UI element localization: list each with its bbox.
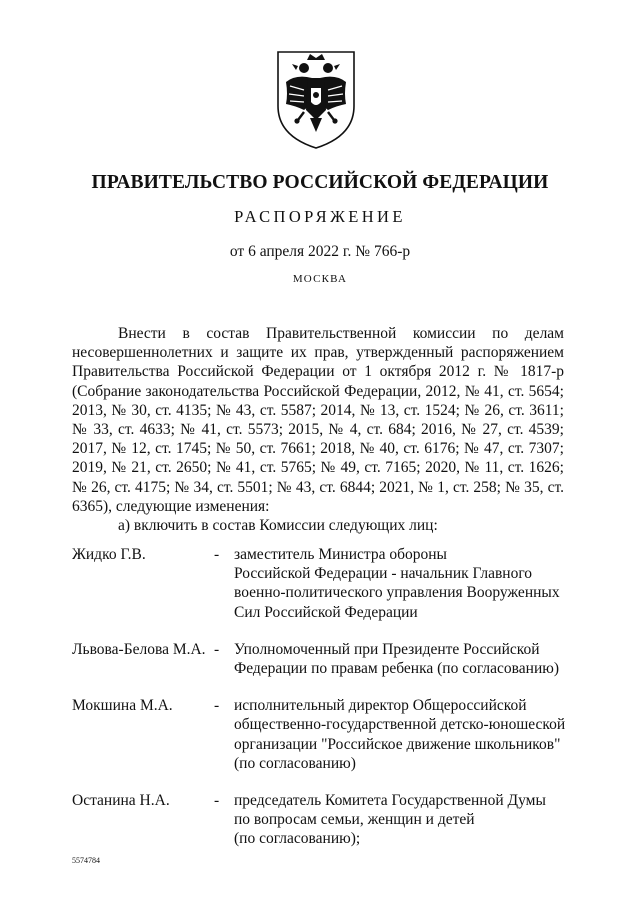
- coat-of-arms-icon: [274, 48, 358, 152]
- member-position: [234, 791, 572, 849]
- member-entry: [72, 545, 572, 622]
- member-position-line: Федерации по правам ребенка (по согласованию): [234, 660, 559, 678]
- member-name: Мокшина М.А.: [72, 697, 173, 715]
- member-position: [234, 640, 572, 678]
- organization-title: ПРАВИТЕЛЬСТВО РОССИЙСКОЙ ФЕДЕРАЦИИ: [91, 172, 549, 193]
- member-dash: -: [214, 792, 220, 810]
- document-code: 5574784: [72, 856, 100, 865]
- member-name: Львова-Белова М.А.: [72, 640, 206, 658]
- intro-paragraph: Внести в состав Правительственной комиссии по делам несовершеннолетних и защите их прав, утвержденный распоряжением Правительства Российской Федерации от 1 октября 2012 г. № 1817-р (Собрание законодательства Российской Федерации, 2012, № 41, ст. 5654; 2013, № 30, ст. 4135; № 43, ст. 5587; 2014, № 13, ст. 1524; № 26, ст. 3611; № 33, ст. 4633; № 41, ст. 5573; 2015, № 4, ст. 684; 2016, № 27, ст. 4539; 2017, № 12, ст. 1745; № 50, ст. 7661; 2018, № 40, ст. 6176; № 47, ст. 7307; 2019, № 21, ст. 2650; № 41, ст. 5765; № 49, ст. 7165; 2020, № 11, ст. 1626; № 26, ст. 4175; № 34, ст. 5501; № 43, ст. 6844; 2021, № 1, ст. 258; № 35, ст. 6365), следующие изменения:: [72, 325, 564, 515]
- document-body: [72, 324, 564, 535]
- member-entry: [72, 696, 572, 773]
- member-position-line: председатель Комитета Государственной Думы: [234, 792, 546, 810]
- member-position-line: Сил Российской Федерации: [234, 603, 418, 621]
- member-position-line: исполнительный директор Общероссийской: [234, 697, 527, 715]
- member-dash: -: [214, 697, 220, 715]
- item-a-paragraph: а) включить в состав Комиссии следующих лиц:: [118, 517, 438, 535]
- member-position-line: заместитель Министра обороны: [234, 546, 447, 563]
- member-entry: [72, 640, 572, 678]
- member-position-line: по вопросам семьи, женщин и детей: [234, 811, 475, 829]
- member-position-line: Российской Федерации - начальник Главного: [234, 565, 533, 583]
- member-position: [234, 696, 572, 773]
- member-position: [234, 545, 572, 622]
- member-entry: [72, 791, 572, 849]
- members-list: [72, 545, 572, 867]
- document-type: РАСПОРЯЖЕНИЕ: [234, 207, 406, 226]
- document-city: МОСКВА: [292, 273, 348, 285]
- member-position-line: (по согласованию): [234, 754, 356, 772]
- member-name: Останина Н.А.: [72, 792, 170, 810]
- document-date-number: от 6 апреля 2022 г. № 766-р: [229, 243, 411, 260]
- member-dash: -: [214, 546, 220, 563]
- member-position-line: организации "Российское движение школьников": [234, 735, 561, 753]
- member-position-line: общественно-государственной детско-юношеской: [234, 716, 566, 734]
- member-name: Жидко Г.В.: [72, 546, 146, 563]
- member-position-line: военно-политического управления Вооруженных: [234, 584, 560, 602]
- member-position-line: Уполномоченный при Президенте Российской: [234, 640, 540, 658]
- member-dash: -: [214, 640, 220, 658]
- member-position-line: (по согласованию);: [234, 830, 361, 848]
